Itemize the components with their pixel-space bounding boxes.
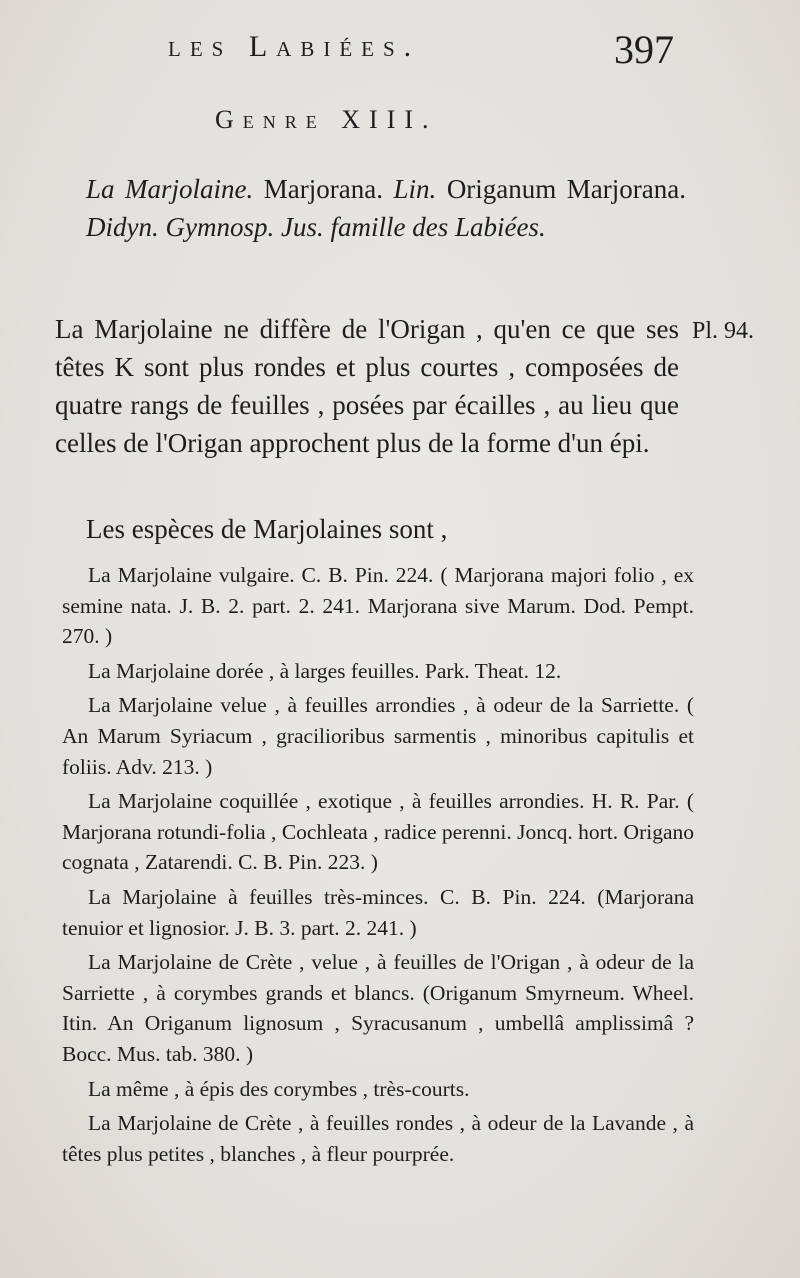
page-number: 397 [614, 27, 674, 72]
species-item: La Marjolaine velue , à feuilles arrondies , à odeur de la Sarriette. ( An Marum Syriacum , gracilioribus sarmentis , minoribus capitulis et foliis. Adv. 213. ) [62, 693, 694, 779]
species-item: La Marjolaine de Crète , velue , à feuilles de l'Origan , à odeur de la Sarriette , à corymbes grands et blancs. (Origanum Smyrneum. Wheel. Itin. An Origanum lignosum , Syracusanum , umbellâ amplissimâ ? Bocc. Mus. tab. 380. ) [62, 950, 694, 1066]
entry-classification: Didyn. Gymnosp. Jus. [86, 212, 324, 242]
running-head: les Labiées. [168, 30, 421, 63]
species-list [62, 560, 694, 1173]
species-item: La même , à épis des corymbes , très-courts. [88, 1076, 470, 1101]
species-item: La Marjolaine dorée , à larges feuilles. Park. Theat. 12. [88, 658, 562, 683]
species-item: La Marjolaine à feuilles très-minces. C. B. Pin. 224. (Marjorana tenuior et lignosior. J. B. 3. part. 2. 241. ) [62, 884, 694, 940]
species-item: La Marjolaine coquillée , exotique , à feuilles arrondies. H. R. Par. ( Marjorana rotundi-folia , Cochleata , radice perenni. Joncq. hort. Origano cognata , Zatarendi. C. B. Pin. 223. ) [62, 789, 694, 875]
species-item: La Marjolaine de Crète , à feuilles rondes , à odeur de la Lavande , à têtes plus petites , blanches , à fleur pourprée. [62, 1111, 694, 1166]
entry-common-name: La Marjolaine. [86, 174, 254, 204]
species-item: La Marjolaine vulgaire. C. B. Pin. 224. ( Marjorana majori folio , ex semine nata. J. B. 2. part. 2. 241. Marjorana sive Marum. Dod. Pempt. 270. ) [62, 563, 694, 649]
entry-family: famille des Labiées. [330, 212, 546, 242]
entry-author: Lin. [393, 174, 437, 204]
description-paragraph: La Marjolaine ne diffère de l'Origan , qu'en ce que ses têtes K sont plus rondes et plus courtes , composées de quatre rangs de feuilles , posées par écailles , au lieu que celles de l'Origan approchent plus de la forme d'un épi. [55, 314, 679, 458]
entry-heading [86, 170, 686, 246]
entry-latin-name: Marjorana. [263, 174, 383, 204]
genre-heading: Genre XIII. [215, 105, 438, 134]
entry-latin-binomial: Origanum Marjorana. [446, 174, 686, 204]
plate-reference: Pl. 94. [692, 318, 755, 344]
species-heading: Les espèces de Marjolaines sont , [86, 514, 448, 544]
